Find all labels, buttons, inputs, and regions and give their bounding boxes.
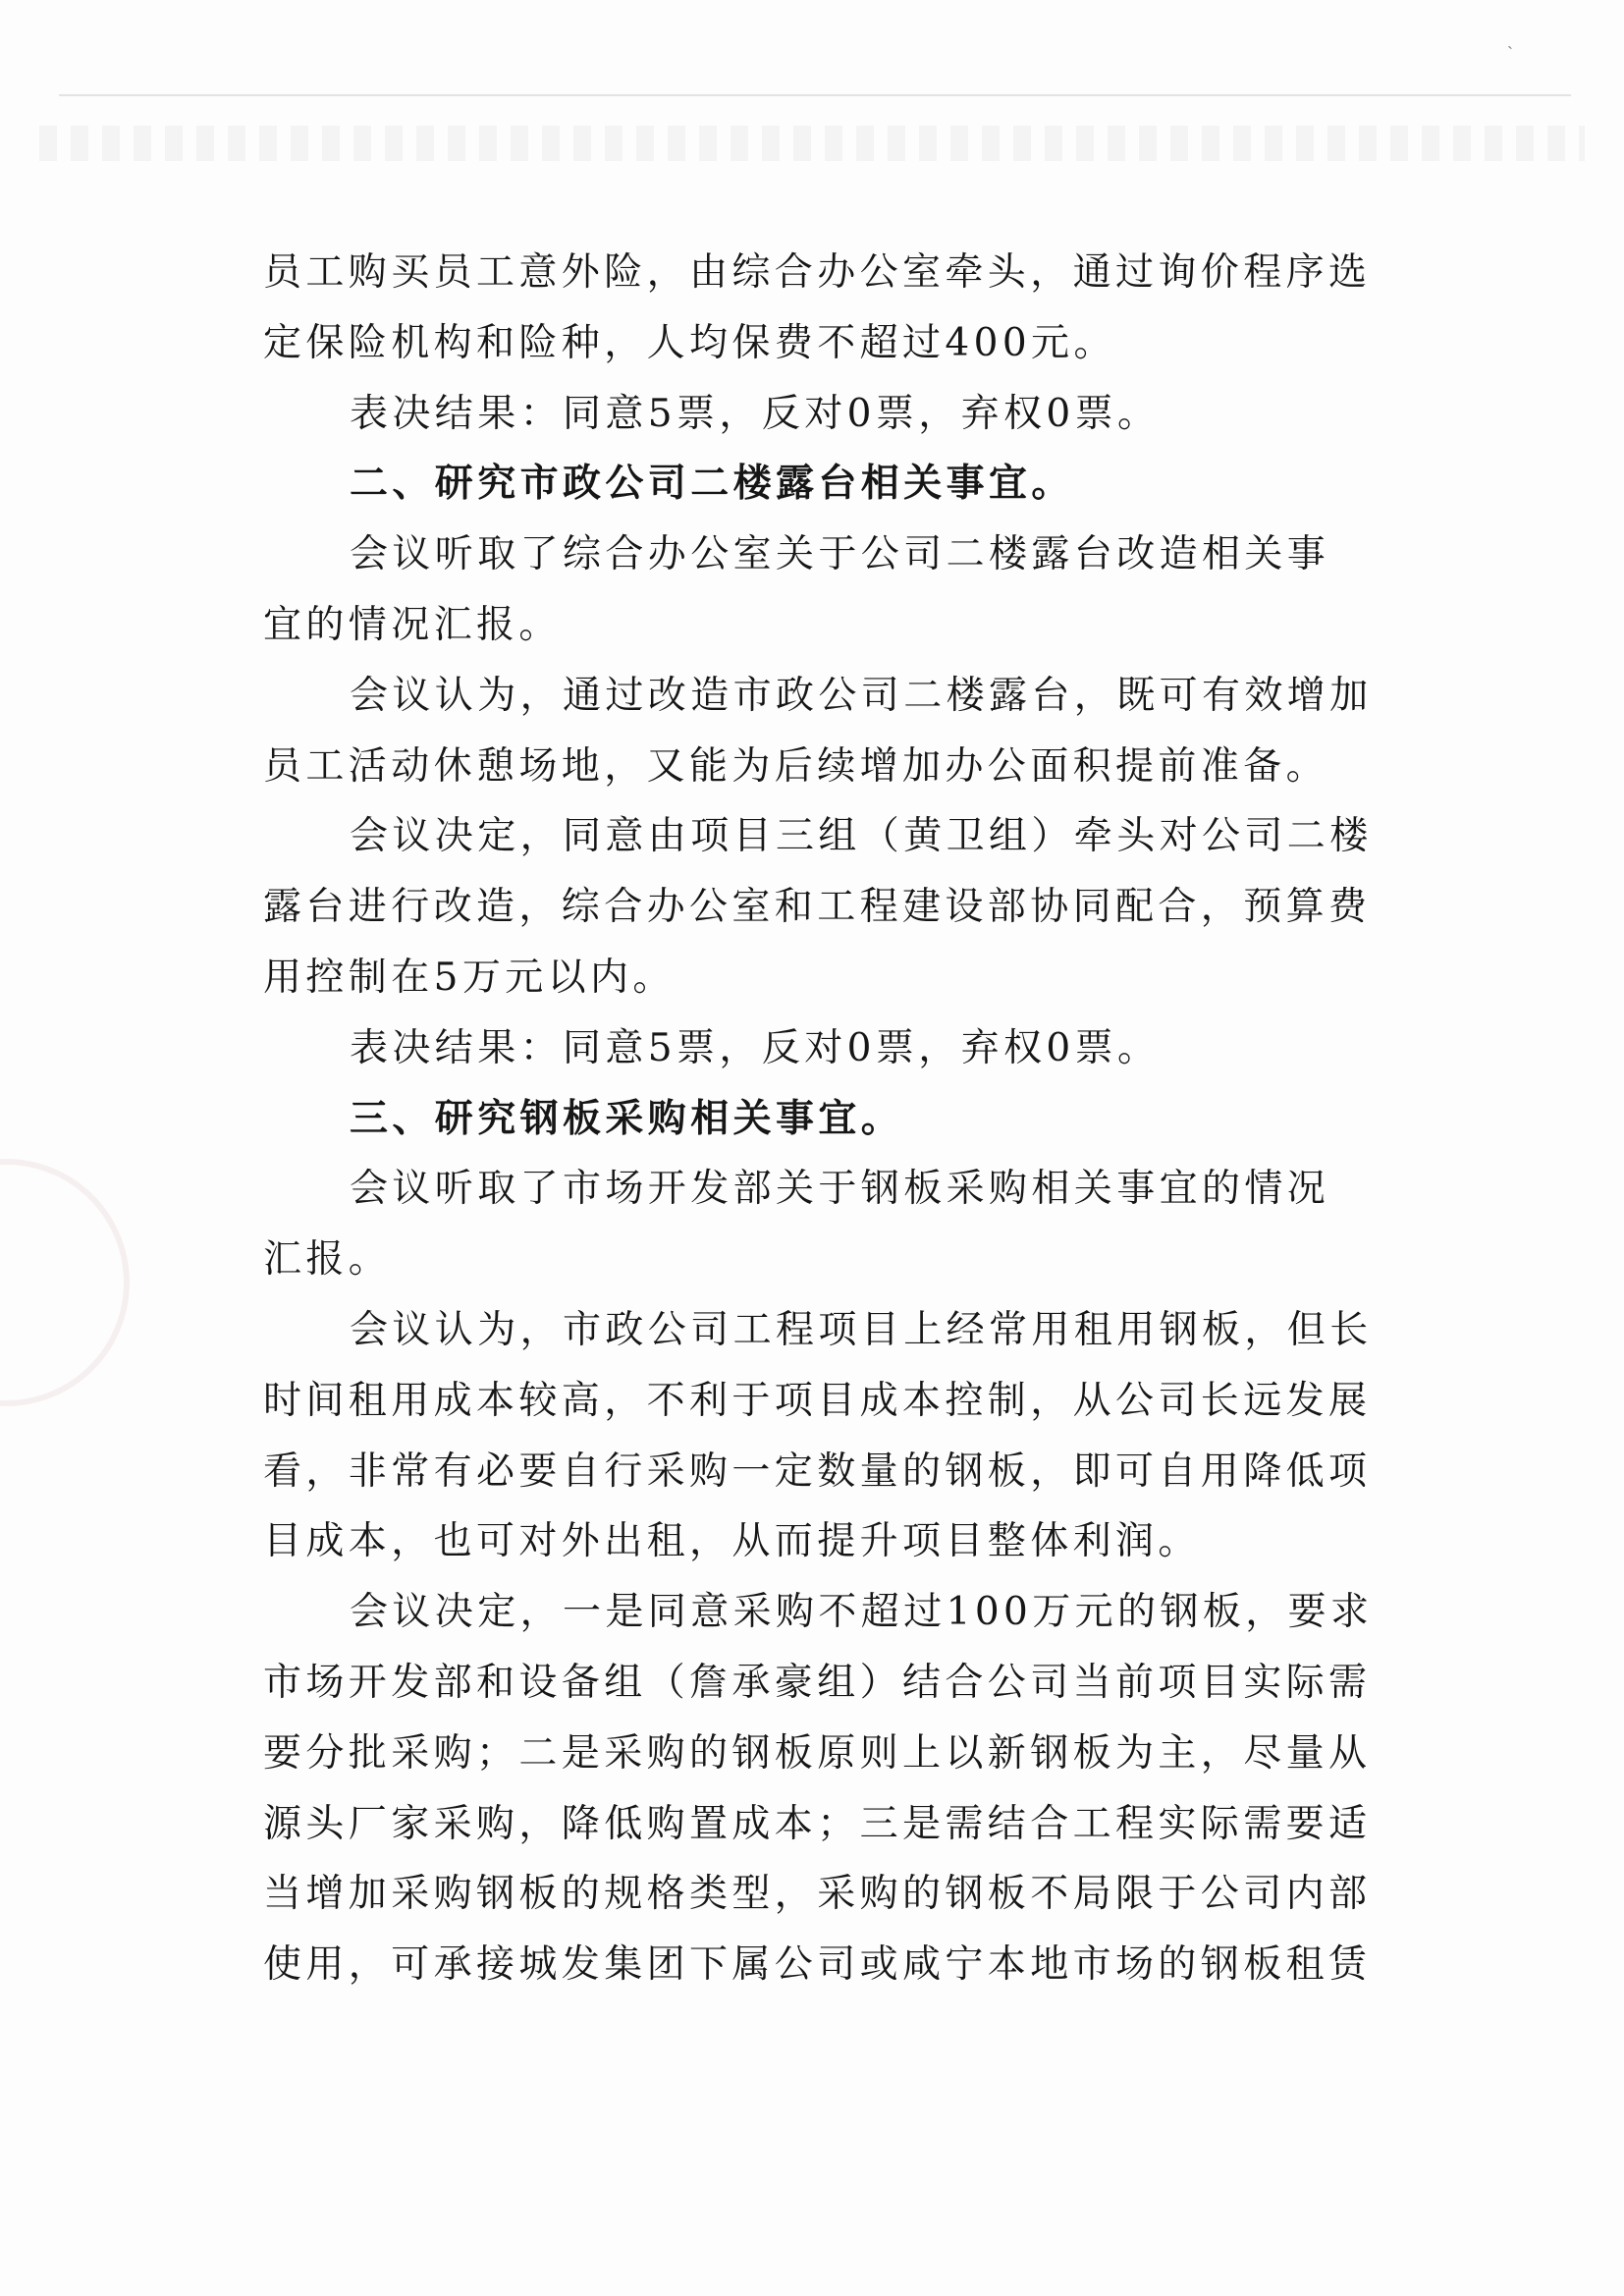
- paragraph-line: 用控制在5万元以内。: [263, 955, 676, 1000]
- paragraph-line: 时间租用成本较高，不利于项目成本控制，从公司长远发展: [263, 1378, 1372, 1423]
- paragraph-line: 使用，可承接城发集团下属公司或咸宁本地市场的钢板租赁: [263, 1942, 1372, 1988]
- paragraph-line: 要分批采购；二是采购的钢板原则上以新钢板为主，尽量从: [263, 1730, 1372, 1776]
- document-body: [263, 238, 1374, 2000]
- corner-mark-icon: ˎ: [1507, 29, 1513, 50]
- paragraph-line: 员工购买员工意外险，由综合办公室牵头，通过询价程序选: [263, 250, 1372, 295]
- bleed-through-band: [39, 126, 1585, 161]
- faint-seal-icon: [0, 1159, 130, 1406]
- paragraph-line: 会议认为，通过改造市政公司二楼露台，既可有效增加: [350, 673, 1373, 718]
- bleed-through-line: [59, 94, 1571, 96]
- paragraph-line: 员工活动休憩场地，又能为后续增加办公面积提前准备。: [263, 743, 1329, 789]
- paragraph-line: 源头厂家采购，降低购置成本；三是需结合工程实际需要适: [263, 1801, 1372, 1846]
- paragraph-line: 露台进行改造，综合办公室和工程建设部协同配合，预算费: [263, 885, 1372, 930]
- paragraph-line: 会议听取了市场开发部关于钢板采购相关事宜的情况: [350, 1167, 1330, 1212]
- paragraph-line: 会议听取了综合办公室关于公司二楼露台改造相关事: [350, 532, 1330, 577]
- paragraph-line: 表决结果：同意5票，反对0票，弃权0票。: [350, 391, 1161, 436]
- paragraph-line: 目成本，也可对外出租，从而提升项目整体利润。: [263, 1519, 1201, 1564]
- paragraph-line: 汇报。: [263, 1237, 392, 1283]
- section-heading: 三、研究钢板采购相关事宜。: [350, 1095, 904, 1141]
- paragraph-line: 宜的情况汇报。: [263, 602, 562, 647]
- paragraph-line: 会议认为，市政公司工程项目上经常用租用钢板，但长: [350, 1307, 1373, 1352]
- paragraph-line: 当增加采购钢板的规格类型，采购的钢板不局限于公司内部: [263, 1872, 1372, 1917]
- paragraph-line: 表决结果：同意5票，反对0票，弃权0票。: [350, 1025, 1161, 1070]
- paragraph-line: 市场开发部和设备组（詹承豪组）结合公司当前项目实际需: [263, 1660, 1372, 1705]
- paragraph-line: 定保险机构和险种，人均保费不超过400元。: [263, 320, 1116, 365]
- paragraph-line: 会议决定，一是同意采购不超过100万元的钢板，要求: [350, 1590, 1374, 1635]
- paragraph-line: 会议决定，同意由项目三组（黄卫组）牵头对公司二楼: [350, 814, 1373, 859]
- paragraph-line: 看，非常有必要自行采购一定数量的钢板，即可自用降低项: [263, 1449, 1372, 1494]
- section-heading: 二、研究市政公司二楼露台相关事宜。: [350, 461, 1074, 507]
